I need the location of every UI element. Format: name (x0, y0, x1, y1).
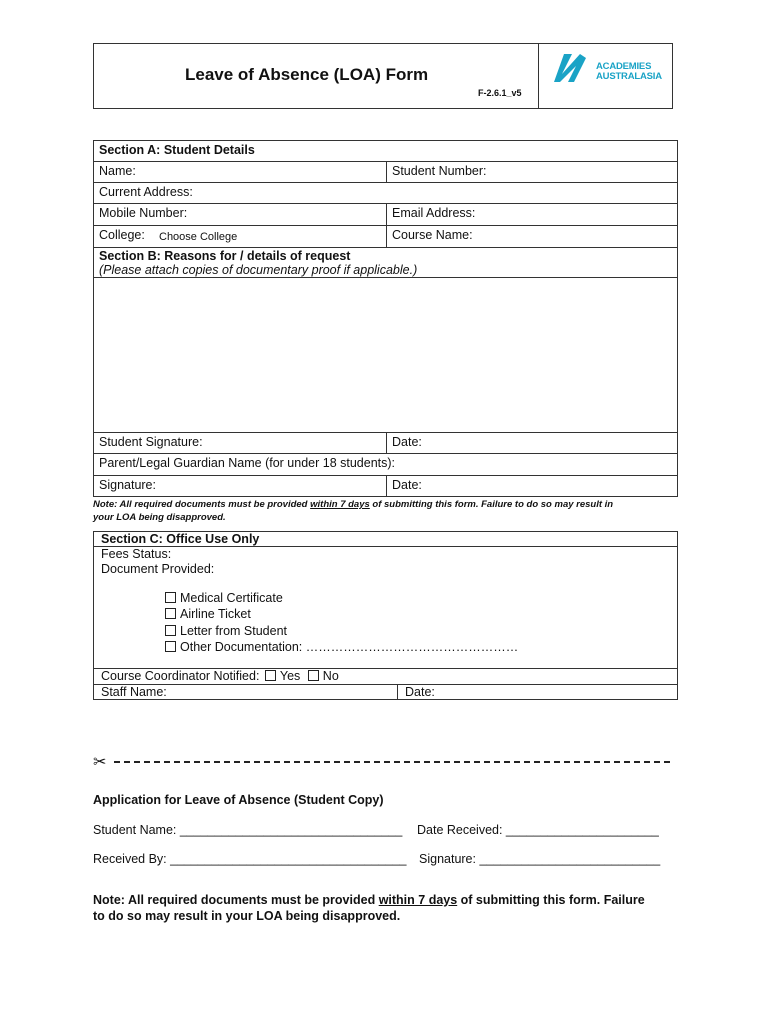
email-field[interactable] (485, 204, 675, 223)
section-c-heading: Section C: Office Use Only (101, 532, 260, 546)
staff-date-label: Date: (405, 685, 435, 699)
doc-item-letter[interactable]: Letter from Student (165, 624, 287, 638)
section-a-heading: Section A: Student Details (99, 143, 255, 157)
current-address-label: Current Address: (99, 185, 193, 199)
doc-item-medical[interactable]: Medical Certificate (165, 591, 283, 605)
no-checkbox[interactable] (308, 670, 319, 681)
checkbox[interactable] (165, 608, 176, 619)
mobile-field[interactable] (200, 204, 380, 223)
copy-date-received[interactable]: Date Received: ______________________ (417, 823, 659, 837)
note-small: Note: All required documents must be provided within 7 days of submitting this form. Failure to do so may result in your LOA being disapproved. (93, 499, 614, 523)
form-code: F-2.6.1_v5 (478, 88, 522, 98)
student-number-label: Student Number: (392, 164, 487, 178)
name-field[interactable] (150, 162, 380, 181)
copy-received-by[interactable]: Received By: __________________________________ (93, 852, 407, 866)
college-select[interactable]: Choose College (159, 231, 238, 243)
signature-label: Signature: (99, 478, 156, 492)
email-label: Email Address: (392, 206, 476, 220)
section-b-subheading: (Please attach copies of documentary proof if applicable.) (99, 263, 418, 277)
copy-student-name[interactable]: Student Name: ________________________________ (93, 823, 403, 837)
logo-mark-icon (550, 50, 590, 84)
copy-note: Note: All required documents must be provided within 7 days of submitting this form. Failure to do so may result in your LOA being disapproved. (93, 893, 645, 923)
doc-item-other[interactable]: Other Documentation: …………………………………………… (165, 640, 518, 654)
date-field-2[interactable] (425, 476, 675, 495)
checkbox[interactable] (165, 641, 176, 652)
staff-name-label: Staff Name: (101, 685, 167, 699)
date-label-2: Date: (392, 478, 422, 492)
student-signature-label: Student Signature: (99, 435, 203, 449)
logo-text-2: AUSTRALASIA (596, 71, 662, 82)
coordinator-notified: Course Coordinator Notified: Yes No (101, 669, 339, 683)
checkbox[interactable] (165, 625, 176, 636)
guardian-field[interactable] (410, 454, 675, 473)
cut-line (114, 761, 670, 763)
copy-title: Application for Leave of Absence (Student Copy) (93, 793, 384, 807)
yes-checkbox[interactable] (265, 670, 276, 681)
copy-signature[interactable]: Signature: __________________________ (419, 852, 661, 866)
date-field-1[interactable] (425, 433, 675, 452)
section-b-heading: Section B: Reasons for / details of request (99, 249, 351, 263)
header-divider (538, 43, 539, 109)
name-label: Name: (99, 164, 136, 178)
course-label: Course Name: (392, 228, 473, 242)
student-number-field[interactable] (500, 162, 675, 181)
course-field[interactable] (480, 226, 675, 245)
doc-item-airline[interactable]: Airline Ticket (165, 607, 251, 621)
logo-text-1: ACADEMIES (596, 61, 652, 72)
student-signature-field[interactable] (215, 433, 380, 452)
date-label-1: Date: (392, 435, 422, 449)
mobile-label: Mobile Number: (99, 206, 188, 220)
guardian-label: Parent/Legal Guardian Name (for under 18 students): (99, 456, 396, 470)
college-label: College: (99, 228, 145, 242)
checkbox[interactable] (165, 592, 176, 603)
signature-field[interactable] (160, 476, 380, 495)
academies-logo (550, 50, 665, 86)
fees-status-label: Fees Status: (101, 547, 172, 561)
document-provided-label: Document Provided: (101, 562, 215, 576)
scissors-icon: ✂ (93, 754, 107, 771)
current-address-field[interactable] (205, 183, 675, 202)
form-title: Leave of Absence (LOA) Form (185, 65, 429, 84)
reasons-textarea[interactable] (95, 279, 675, 429)
